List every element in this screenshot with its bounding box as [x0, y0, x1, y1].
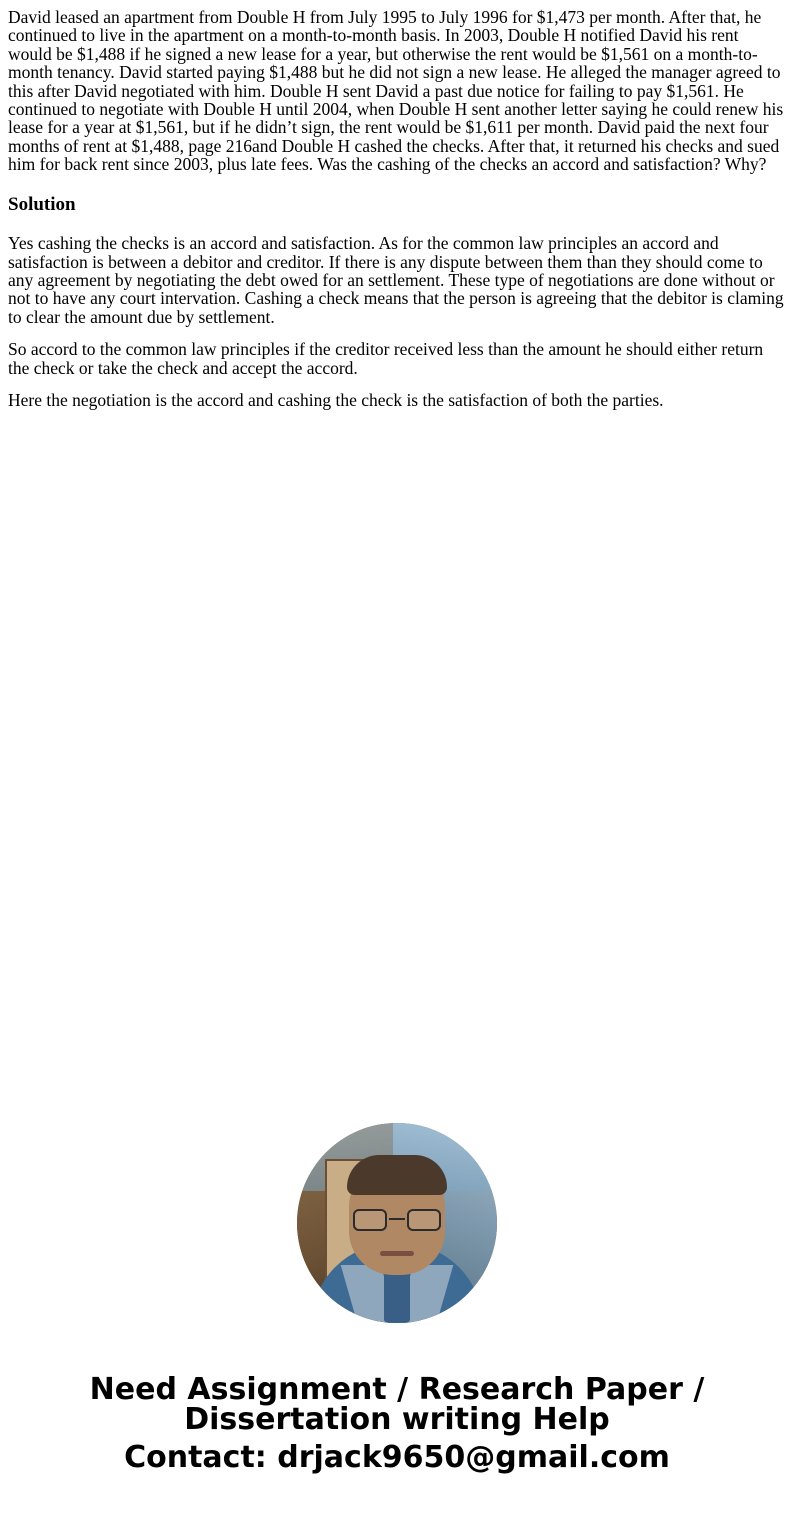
- promo-banner: [8, 1372, 786, 1476]
- glasses-lens-left: [353, 1209, 387, 1231]
- content-spacer: [8, 423, 786, 1123]
- necktie: [384, 1269, 410, 1323]
- solution-paragraph-2: So accord to the common law principles if the creditor received less than the amount he should either return the check or take the check and accept the accord.: [8, 339, 764, 378]
- solution-paragraph-1: Yes cashing the checks is an accord and satisfaction. As for the common law principles an accord and satisfaction is between a debitor and creditor. If there is any dispute between them than they should come to any agreement by negotiating the debt owed for an settlement. These type of negotiations are done without or not to have any court intervation. Cashing a check means that the person is agreeing that the debitor is claming to clear the amount due by settlement.: [8, 233, 784, 327]
- person-hair: [347, 1155, 447, 1195]
- solution-heading: Solution: [8, 194, 76, 216]
- person-mouth: [380, 1251, 414, 1256]
- promo-line-1: Need Assignment / Research Paper / Dissertation writing Help: [89, 1372, 705, 1438]
- solution-paragraph-3: Here the negotiation is the accord and cashing the check is the satisfaction of both the parties.: [8, 389, 664, 410]
- portrait-container: [8, 1123, 786, 1323]
- glasses-icon: [351, 1209, 443, 1231]
- glasses-lens-right: [407, 1209, 441, 1231]
- promo-line-2: Contact: drjack9650@gmail.com: [124, 1440, 670, 1476]
- glasses-bridge: [389, 1218, 405, 1220]
- problem-paragraph: David leased an apartment from Double H from July 1995 to July 1996 for $1,473 per month. After that, he continued to live in the apartment on a month-to-month basis. In 2003, Double H notified David his rent would be $1,488 if he signed a new lease for a year, but otherwise the rent would be $1,561 on a month-to-month tenancy. David started paying $1,488 but he did not sign a new lease. He alleged the manager agreed to this after David negotiated with him. Double H sent David a past due notice for failing to pay $1,561. He continued to negotiate with Double H until 2004, when Double H sent another letter saying he could renew his lease for a year at $1,561, but if he didn’t sign, the rent would be $1,611 per month. David paid the next four months of rent at $1,488, page 216and Double H cashed the checks. After that, it returned his checks and sued him for back rent since 2003, plus late fees. Was the cashing of the checks an accord and satisfaction? Why?: [8, 7, 784, 174]
- avatar: [297, 1123, 497, 1323]
